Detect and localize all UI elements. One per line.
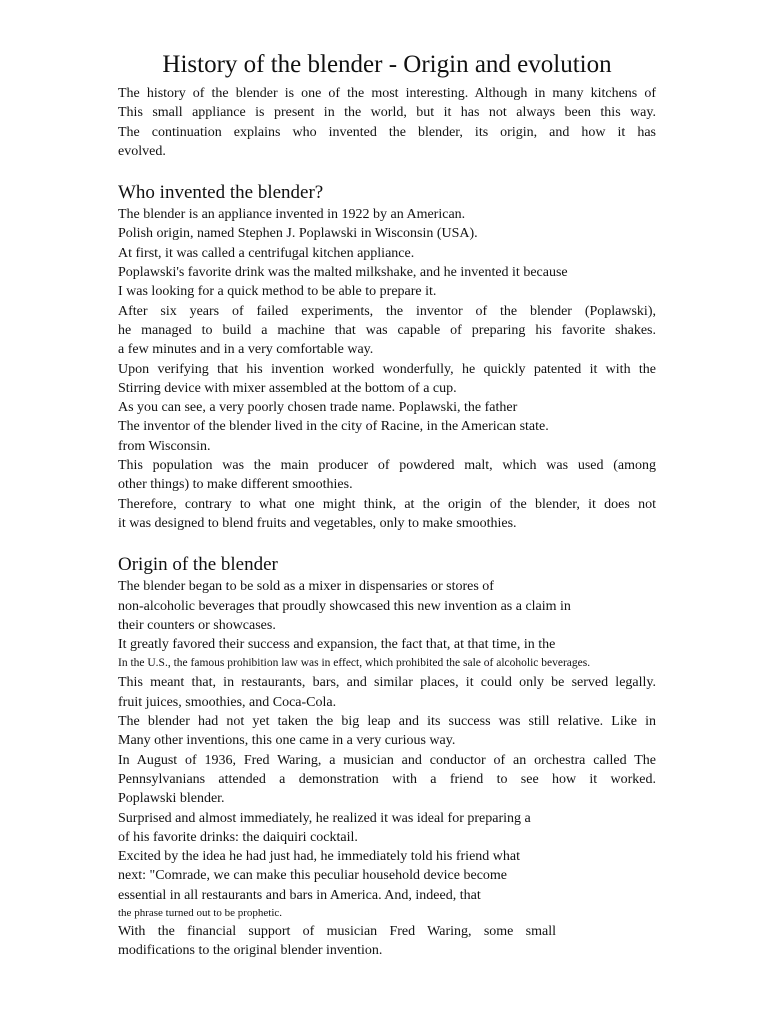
- section1-line: This population was the main producer of powdered malt, which was used (among: [118, 458, 656, 474]
- section2-line: next: "Comrade, we can make this peculiar household device become: [118, 868, 508, 884]
- intro-line: This small appliance is present in the world, but it has not always been this way.: [118, 105, 656, 121]
- section-heading-who-invented: Who invented the blender?: [118, 182, 324, 204]
- section1-line: As you can see, a very poorly chosen trade name. Poplawski, the father: [118, 400, 518, 416]
- section2-line: Excited by the idea he had just had, he immediately told his friend what: [118, 849, 521, 865]
- document-page: [118, 50, 656, 961]
- section2-line: In the U.S., the famous prohibition law was in effect, which prohibited the sale of alcoholic beverages.: [118, 657, 591, 670]
- intro-paragraph: [118, 84, 656, 161]
- section1-line: I was looking for a quick method to be able to prepare it.: [118, 284, 437, 300]
- section1-line: Poplawski's favorite drink was the malted milkshake, and he invented it because: [118, 265, 568, 281]
- section2-line: Surprised and almost immediately, he realized it was ideal for preparing a: [118, 810, 531, 826]
- section2-line: the phrase turned out to be prophetic.: [118, 906, 283, 919]
- section2-line: fruit juices, smoothies, and Coca-Cola.: [118, 694, 337, 710]
- section1-line: The blender is an appliance invented in 1922 by an American.: [118, 207, 466, 223]
- section2-line: With the financial support of musician Fred Waring, some small: [118, 923, 556, 939]
- section1-line: At first, it was called a centrifugal kitchen appliance.: [118, 245, 415, 261]
- section2-line: The blender began to be sold as a mixer in dispensaries or stores of: [118, 579, 494, 595]
- section2-line: their counters or showcases.: [118, 617, 276, 633]
- section2-line: of his favorite drinks: the daiquiri cocktail.: [118, 829, 358, 845]
- section2-line: Pennsylvanians attended a demonstration with a friend to see how it worked.: [118, 771, 656, 787]
- section2-line: non-alcoholic beverages that proudly showcased this new invention as a claim in: [118, 598, 571, 614]
- intro-line: evolved.: [118, 143, 166, 159]
- section1-line: he managed to build a machine that was capable of preparing his favorite shakes.: [118, 322, 656, 338]
- document-title: History of the blender - Origin and evolution: [162, 51, 612, 78]
- section1-line: The inventor of the blender lived in the city of Racine, in the American state.: [118, 419, 549, 435]
- section1-line: it was designed to blend fruits and vegetables, only to make smoothies.: [118, 515, 517, 531]
- section1-line: Upon verifying that his invention worked wonderfully, he quickly patented it with the: [118, 361, 656, 377]
- section1-paragraph: [118, 205, 656, 533]
- section2-line: The blender had not yet taken the big leap and its success was still relative. Like in: [118, 714, 656, 730]
- section1-line: a few minutes and in a very comfortable way.: [118, 342, 374, 358]
- section-heading-origin: Origin of the blender: [118, 554, 278, 576]
- section1-line: Therefore, contrary to what one might think, at the origin of the blender, it does not: [118, 496, 656, 512]
- intro-line: The continuation explains who invented the blender, its origin, and how it has: [118, 124, 656, 140]
- section2-line: modifications to the original blender invention.: [118, 943, 383, 959]
- section2-line: Poplawski blender.: [118, 791, 225, 807]
- section1-line: Stirring device with mixer assembled at the bottom of a cup.: [118, 380, 457, 396]
- section1-line: Polish origin, named Stephen J. Poplawski in Wisconsin (USA).: [118, 226, 478, 242]
- section1-line: After six years of failed experiments, the inventor of the blender (Poplawski),: [118, 303, 656, 319]
- section2-line: It greatly favored their success and expansion, the fact that, at that time, in the: [118, 637, 556, 653]
- intro-line: The history of the blender is one of the most interesting. Although in many kitchens of: [118, 86, 656, 101]
- section2-line: In August of 1936, Fred Waring, a musician and conductor of an orchestra called The: [118, 752, 656, 768]
- section2-line: essential in all restaurants and bars in America. And, indeed, that: [118, 887, 481, 903]
- section2-line: Many other inventions, this one came in a very curious way.: [118, 733, 456, 749]
- section2-paragraph: [118, 577, 656, 960]
- section1-line: from Wisconsin.: [118, 438, 211, 454]
- section1-line: other things) to make different smoothies.: [118, 477, 353, 493]
- section2-line: This meant that, in restaurants, bars, and similar places, it could only be served legally.: [118, 675, 656, 691]
